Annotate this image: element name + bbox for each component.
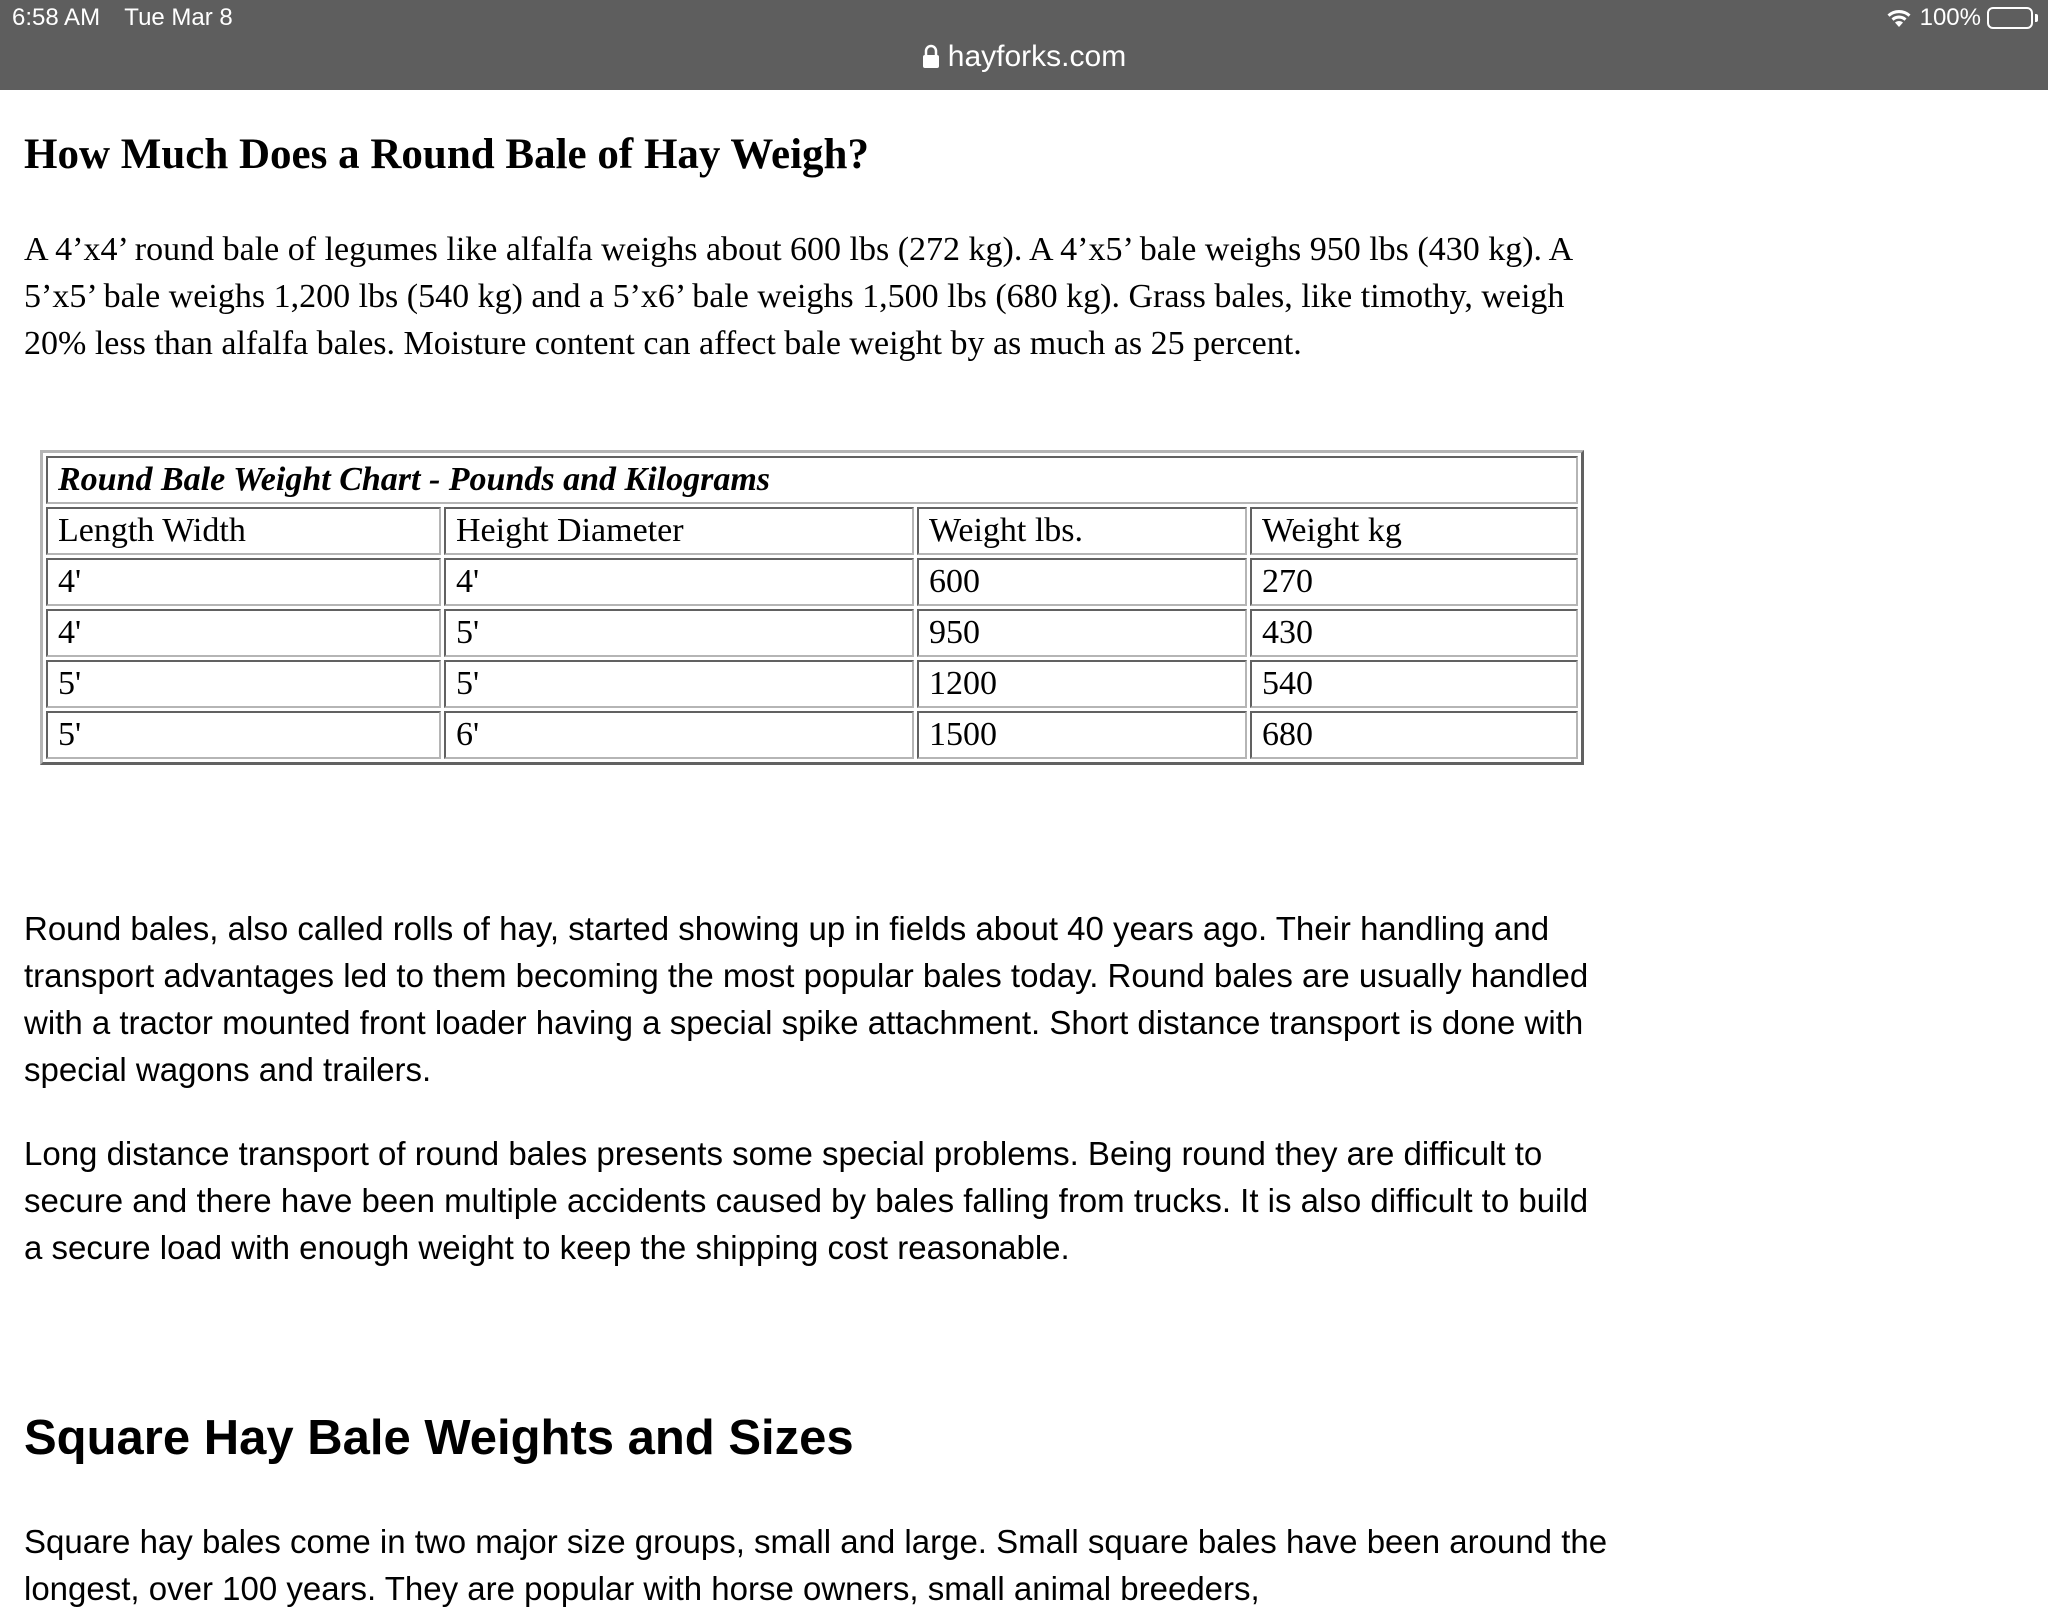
table-cell: 5' xyxy=(46,660,441,708)
status-date: Tue Mar 8 xyxy=(124,4,233,31)
battery-icon xyxy=(1987,7,2038,29)
table-header-cell: Length Width xyxy=(46,507,441,555)
table-caption: Round Bale Weight Chart - Pounds and Kilograms xyxy=(46,456,1578,504)
battery-percent: 100% xyxy=(1919,4,1981,31)
status-bar-left xyxy=(12,4,251,32)
rolls-paragraph: Round bales, also called rolls of hay, started showing up in fields about 40 years ago. Their handling and transport advantages led to them becoming the most popular bales today. Round bales are usually handled with a tractor mounted front loader having a special spike attachment. Short distance transport is done with special wagons and trailers. xyxy=(24,910,1589,1088)
url-text[interactable]: hayforks.com xyxy=(947,40,1127,73)
status-time: 6:58 AM xyxy=(12,4,101,31)
table-cell: 430 xyxy=(1250,609,1578,657)
table-cell: 4' xyxy=(444,558,914,606)
table-cell: 680 xyxy=(1250,711,1578,759)
table-caption-row xyxy=(46,456,1578,504)
long-distance-paragraph: Long distance transport of round bales presents some special problems. Being round they are difficult to secure and there have been multiple accidents caused by bales falling from trucks. It is also difficult to build a secure load with enough weight to keep the shipping cost reasonable. xyxy=(24,1135,1589,1266)
table-row xyxy=(46,558,1578,606)
round-bale-weight-table xyxy=(40,450,1584,765)
table-cell: 4' xyxy=(46,558,441,606)
table-cell: 4' xyxy=(46,609,441,657)
table-header-cell: Height Diameter xyxy=(444,507,914,555)
table-cell: 950 xyxy=(917,609,1247,657)
table-header-cell: Weight lbs. xyxy=(917,507,1247,555)
table-cell: 6' xyxy=(444,711,914,759)
table-cell: 5' xyxy=(444,609,914,657)
table-header-cell: Weight kg xyxy=(1250,507,1578,555)
lock-icon xyxy=(922,44,940,70)
wifi-icon xyxy=(1884,7,1914,29)
table-cell: 5' xyxy=(46,711,441,759)
table-row xyxy=(46,660,1578,708)
table-header-row xyxy=(46,507,1578,555)
intro-paragraph: A 4’x4’ round bale of legumes like alfalfa weighs about 600 lbs (272 kg). A 4’x5’ bale weighs 950 lbs (430 kg). A 5’x5’ bale weighs 1,200 lbs (540 kg) and a 5’x6’ bale weighs 1,500 lbs (680 kg). Grass bales, like timothy, weigh 20% less than alfalfa bales. Moisture content can affect bale weight by as much as 25 percent. xyxy=(24,231,1572,362)
table-cell: 1200 xyxy=(917,660,1247,708)
table-cell: 1500 xyxy=(917,711,1247,759)
square-bale-paragraph: Square hay bales come in two major size groups, small and large. Small square bales have been around the longest, over 100 years. They are popular with horse owners, small animal breeders, xyxy=(24,1523,1608,1607)
square-bale-heading: Square Hay Bale Weights and Sizes xyxy=(24,1411,854,1465)
table-row xyxy=(46,711,1578,759)
table-cell: 540 xyxy=(1250,660,1578,708)
address-bar[interactable] xyxy=(0,40,2048,74)
table-cell: 600 xyxy=(917,558,1247,606)
status-bar-right xyxy=(1884,4,2038,32)
browser-top-bar xyxy=(0,0,2048,90)
table-row xyxy=(46,609,1578,657)
table-cell: 270 xyxy=(1250,558,1578,606)
round-bale-heading: How Much Does a Round Bale of Hay Weigh? xyxy=(24,131,869,178)
table-cell: 5' xyxy=(444,660,914,708)
